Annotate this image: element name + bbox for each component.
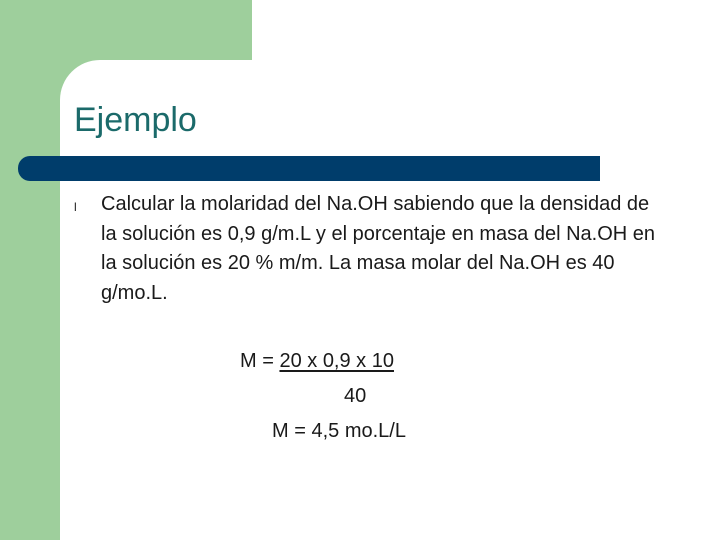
formula-numerator: 20 x 0,9 x 10 [279, 350, 394, 372]
bullet-text: Calcular la molaridad del Na.OH sabiendo que la densidad de la solución es 0,9 g/m.L y el porcentaje en masa del Na.OH en la solución es 20 % m/m. La masa molar del Na.OH es 40 g/mo.L. [101, 193, 656, 304]
slide-title: Ejemplo [74, 101, 197, 139]
bullet-icon: l [74, 200, 77, 214]
formula-top-line [236, 344, 436, 379]
title-underline-bar [18, 156, 600, 181]
formula-lhs: M = [240, 350, 280, 372]
formula-result: M = 4,5 mo.L/L [272, 420, 406, 442]
green-side-strip [0, 0, 60, 540]
formula-denominator: 40 [344, 385, 367, 407]
formula [236, 344, 436, 449]
